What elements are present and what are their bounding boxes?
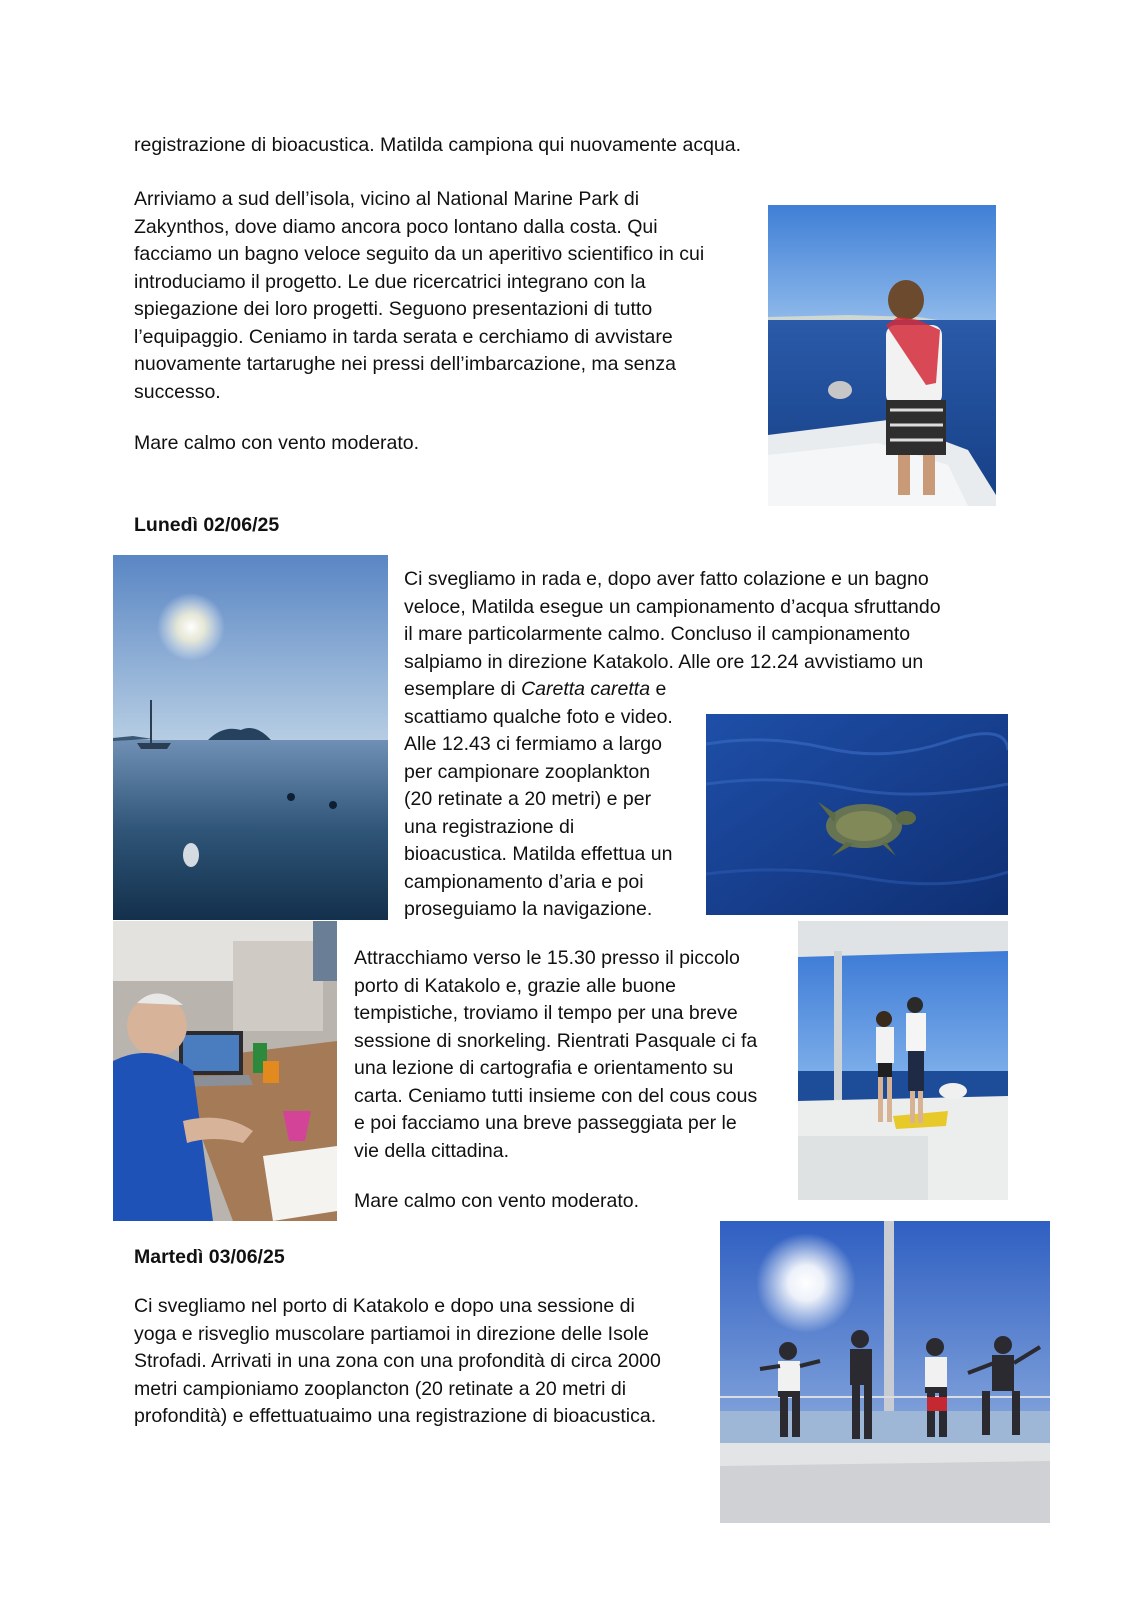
text-line: sessione di snorkeling. Rientrati Pasquale ci fa: [354, 1029, 758, 1052]
text-fragment: esemplare di: [404, 678, 522, 700]
text-line: carta. Ceniamo tutti insieme con del cous cous: [354, 1084, 758, 1107]
text-line: profondità) e effettuatuaimo una registrazione di bioacustica.: [134, 1405, 657, 1427]
text-line: una registrazione di: [404, 815, 575, 838]
photo-calm-sea-sunrise-boat: [113, 555, 388, 920]
prev-paragraph: [134, 186, 704, 406]
text-line: [404, 676, 941, 704]
intro-line: registrazione di bioacustica. Matilda campiona qui nuovamente acqua.: [134, 134, 742, 156]
text-line: tempistiche, troviamo il tempo per una breve: [354, 1002, 738, 1024]
day-heading-tuesday: Martedì 03/06/25: [134, 1246, 285, 1268]
photo-yoga-on-deck: [720, 1221, 1050, 1523]
text-line: una lezione di cartografia e orientamento su: [354, 1057, 734, 1079]
species-name: Caretta caretta: [521, 678, 651, 700]
text-line: introduciamo il progetto. Le due ricercatrici integrano con la: [134, 270, 646, 293]
text-line: facciamo un bagno veloce seguito da un aperitivo scientifico in cui: [134, 243, 705, 265]
text-line: salpiamo in direzione Katakolo. Alle ore 12.24 avvistiamo un: [404, 650, 924, 673]
text-line: Alle 12.43 ci fermiamo a largo: [404, 733, 662, 755]
text-line: scattiamo qualche foto e video.: [404, 705, 673, 728]
text-line: veloce, Matilda esegue un campionamento d’acqua sfruttando: [404, 595, 941, 618]
text-line: spiegazione dei loro progetti. Seguono presentazioni di tutto: [134, 298, 653, 320]
photo-cartography-lesson: [113, 921, 337, 1221]
text-line: successo.: [134, 380, 221, 403]
text-line: porto di Katakolo e, grazie alle buone: [354, 974, 676, 997]
text-line: Arriviamo a sud dell’isola, vicino al National Marine Park di: [134, 188, 640, 210]
text-line: yoga e risveglio muscolare partiamoi in direzione delle Isole: [134, 1322, 649, 1345]
text-line: vie della cittadina.: [354, 1139, 510, 1162]
text-line: Strofadi. Arrivati in una zona con una profondità di circa 2000: [134, 1350, 661, 1372]
text-line: Zakynthos, dove diamo ancora poco lontano dalla costa. Qui: [134, 215, 658, 238]
day1-paragraph-2: [354, 945, 757, 1165]
weather-note: Mare calmo con vento moderato.: [134, 432, 420, 454]
weather-note: Mare calmo con vento moderato.: [354, 1190, 640, 1212]
text-line: Attracchiamo verso le 15.30 presso il piccolo: [354, 947, 740, 969]
day-heading-monday: Lunedì 02/06/25: [134, 514, 280, 536]
text-line: per campionare zooplankton: [404, 760, 651, 783]
text-line: il mare particolarmente calmo. Concluso il campionamento: [404, 623, 911, 645]
text-line: Ci svegliamo nel porto di Katakolo e dopo una sessione di: [134, 1295, 635, 1317]
text-line: Ci svegliamo in rada e, dopo aver fatto colazione e un bagno: [404, 568, 929, 590]
photo-researcher-water-sampling: [768, 205, 996, 506]
text-line: proseguiamo la navigazione.: [404, 898, 653, 920]
text-line: (20 retinate a 20 metri) e per: [404, 788, 652, 810]
text-line: e poi facciamo una breve passeggiata per le: [354, 1112, 737, 1134]
photo-deck-crew-sampling: [798, 921, 1008, 1200]
text-line: bioacustica. Matilda effettua un: [404, 843, 673, 865]
text-line: nuovamente tartarughe nei pressi dell’imbarcazione, ma senza: [134, 353, 676, 375]
day2-paragraph: [134, 1293, 661, 1431]
text-fragment: e: [650, 678, 667, 700]
text-line: metri campioniamo zooplancton (20 retinate a 20 metri di: [134, 1377, 627, 1400]
text-line: l’equipaggio. Ceniamo in tarda serata e cerchiamo di avvistare: [134, 325, 673, 348]
photo-sea-turtle-underwater: [706, 714, 1008, 915]
text-line: campionamento d’aria e poi: [404, 870, 644, 893]
